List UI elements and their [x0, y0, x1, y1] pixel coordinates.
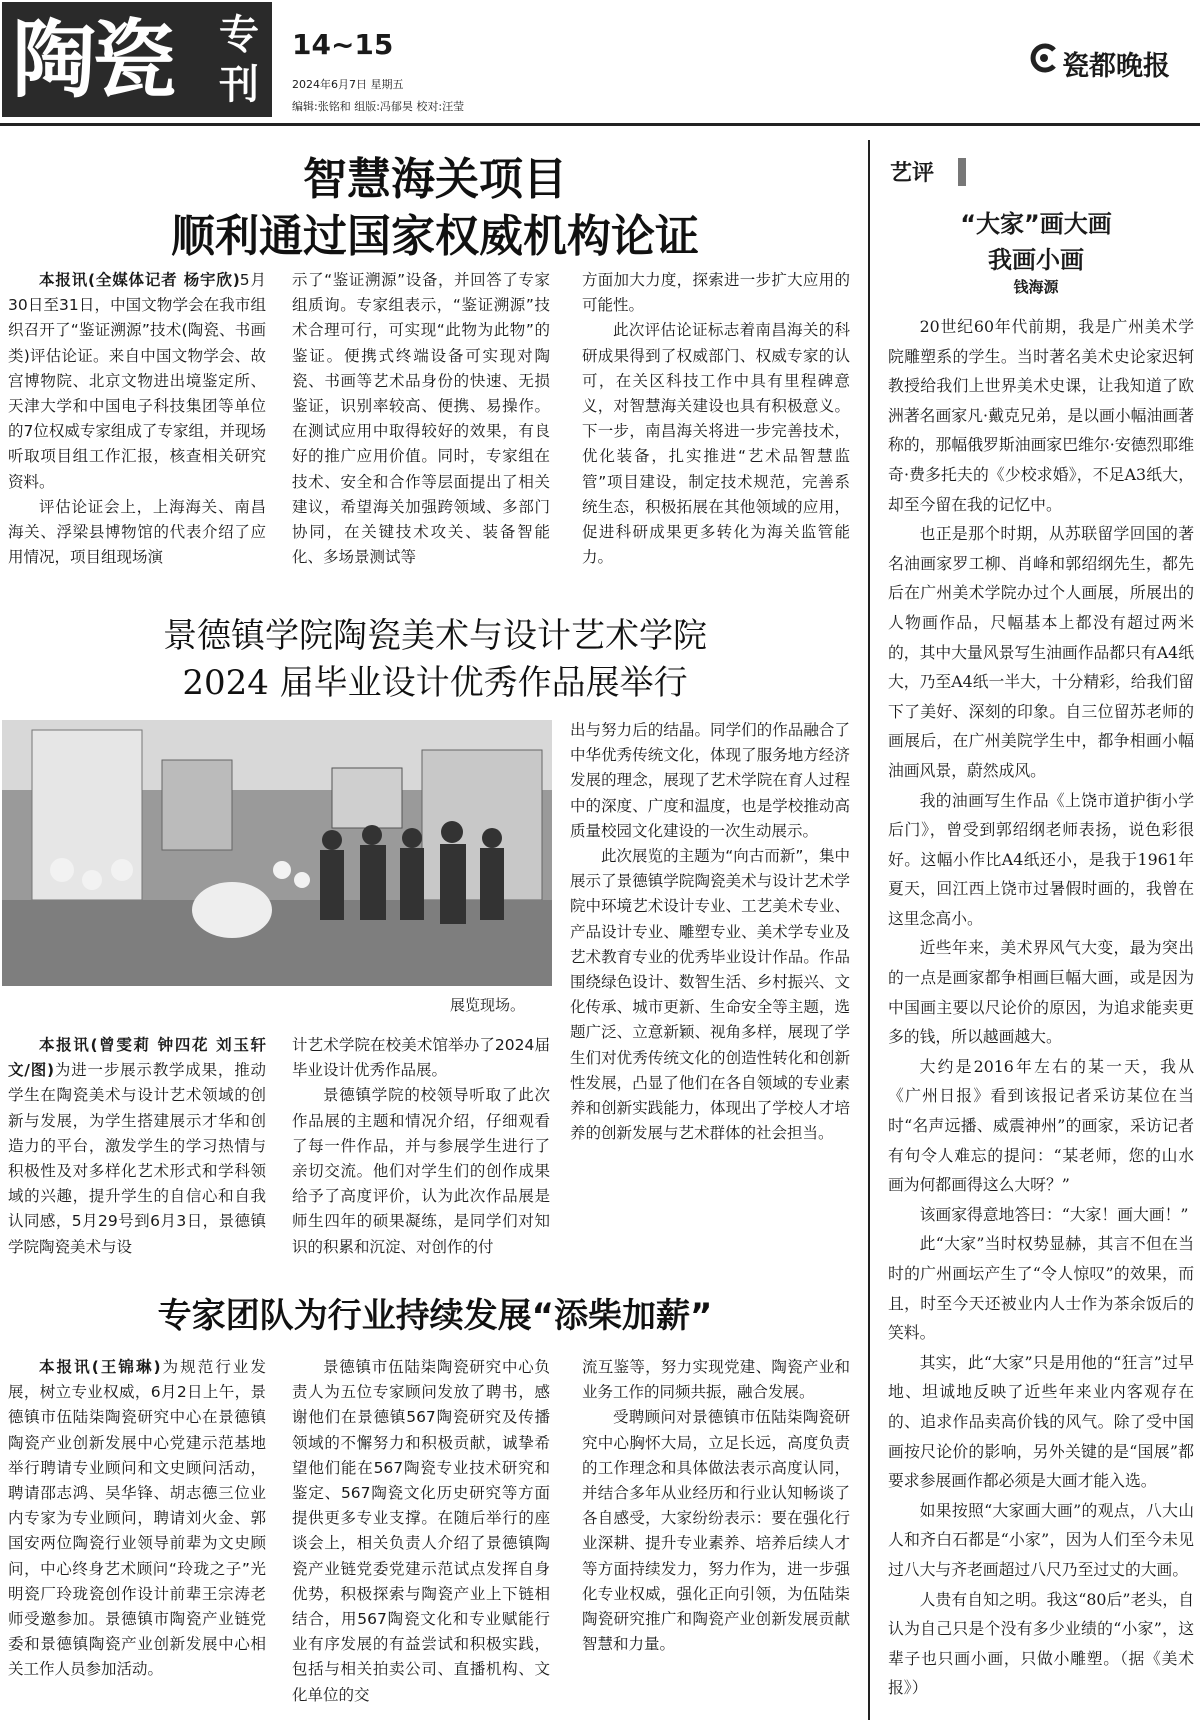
masthead-logo	[2, 2, 272, 117]
photo-caption: 展览现场。	[450, 996, 526, 1014]
article3-byline: 本报讯(王锦琳)	[39, 1358, 161, 1376]
article3-column-3	[582, 1355, 850, 1717]
article2-title-line2: 2024 届毕业设计优秀作品展举行	[182, 663, 688, 703]
article2-byline: 本报讯(曾雯莉 钟四花 刘玉轩 文/图)	[8, 1036, 266, 1080]
article2-text-1: 为进一步展示教学成果，推动学生在陶瓷美术与设计艺术领域的创新与发展，为学生搭建展示才华和创造力的平台，激发学生的学习热情与积极性及对多样化艺术形式和学科领域的兴趣，提升学生的自信心和自我认同感，5月29号到6月3日，景德镇学院陶瓷美术与设	[8, 1061, 266, 1256]
article1-text-3b: 此次评估论证标志着南昌海关的科研成果得到了权威部门、权威专家的认可，在关区科技工作中具有里程碑意义，对智慧海关建设也具有积极意义。下一步，南昌海关将进一步完善技术，优化装备，扎实推进“艺术品智慧监管”项目建设，制定技术规范，完善系统生态，积极拓展在其他领域的应用，促进科研成果更多转化为海关监管能力。	[582, 321, 850, 567]
article1-text-1b: 评估论证会上，上海海关、南昌海关、浮梁县博物馆的代表介绍了应用情况，项目组现场演	[8, 497, 266, 567]
article1-column-2	[292, 268, 550, 590]
article2-right-column	[570, 718, 850, 1143]
sidebar-paragraph: 此“大家”当时权势显赫，其言不但在当时的广州画坛产生了“令人惊叹”的效果，而且，时至今天还被业内人士作为茶余饭后的笑料。	[888, 1234, 1194, 1343]
article2-text-top-b: 此次展览的主题为“向古而新”，集中展示了景德镇学院陶瓷美术与设计艺术学院中环境艺术设计专业、工艺美术专业、产品设计专业、雕塑专业、美术学专业及艺术教育专业的优秀毕业设计作品。作品围绕绿色设计、数智生活、乡村振兴、文化传承、城市更新、生命安全等主题，选题广泛、立意新颖、视角多样，展现了学生们对优秀传统文化的创造性转化和创新性发展，凸显了他们在各自领域的专业素养和创新实践能力，体现出了学校人才培养的创新发展与艺术群体的社会担当。	[570, 847, 850, 1143]
sidebar-title-line1: “大家”画大画	[960, 210, 1112, 238]
article3-text-2: 景德镇市伍陆柒陶瓷研究中心负责人为五位专家顾问发放了聘书，感谢他们在景德镇567陶瓷研究及传播领域的不懈努力和积极贡献，诚挚希望他们能在567陶瓷专业技术研究和鉴定、567陶瓷文化历史研究等方面提供更多专业支撑。在随后举行的座谈会上，相关负责人介绍了景德镇陶瓷产业链党委党建示范试点发挥自身优势，积极探索与陶瓷产业上下链相结合，用567陶瓷文化和专业赋能行业有序发展的有益尝试和积极实践，包括与相关拍卖公司、直播机构、文化单位的交	[292, 1358, 550, 1704]
article3-text-1: 为规范行业发展，树立专业权威，6月2日上午，景德镇市伍陆柒陶瓷研究中心在景德镇陶瓷产业创新发展中心党建示范基地举行聘请专业顾问和文史顾问活动，聘请邵志鸿、吴华锋、胡志德三位业内专家为专业顾问，聘请刘火金、郭国安两位陶瓷行业领导前辈为文史顾问，中心终身艺术顾问“玲珑之子”光明瓷厂玲珑瓷创作设计前辈王宗涛老师受邀参加。景德镇市陶瓷产业链党委和景德镇陶瓷产业创新发展中心相关工作人员参加活动。	[8, 1358, 266, 1679]
sidebar-paragraph: 该画家得意地答曰：“大家！画大画！”	[919, 1204, 1189, 1224]
article2-text-top: 出与努力后的结晶。同学们的作品融合了中华优秀传统文化，体现了服务地方经济发展的理念，展现了艺术学院在育人过程中的深度、广度和温度，也是学校推动高质量校园文化建设的一次生动展示。	[570, 721, 850, 840]
article3-title: 专家团队为行业持续发展“添柴加薪”	[157, 1296, 713, 1336]
logo-side-text: 专刊	[219, 11, 259, 108]
sidebar-body	[888, 312, 1194, 1716]
editor-credits: 编辑:张铭和 组版:冯郁昊 校对:汪莹	[292, 100, 465, 113]
sidebar-paragraph: 近些年来，美术界风气大变，最为突出的一点是画家都争相画巨幅大画，或是因为中国画主要以尺论价的原因，为追求能卖更多的钱，所以越画越大。	[888, 938, 1194, 1047]
article3-column-1	[8, 1355, 266, 1717]
article2-column-1	[8, 1033, 266, 1273]
article2-column-3	[582, 1033, 850, 1273]
article2-text-2b: 景德镇学院的校领导听取了此次作品展的主题和情况介绍，仔细观看了每一件作品，并与参展学生进行了亲切交流。他们对学生们的创作成果给予了高度评价，认为此次作品展是师生四年的硕果凝练，是同学们对知识的积累和沉淀、对创作的付	[292, 1086, 550, 1256]
sidebar-paragraph: 其实，此“大家”只是用他的“狂言”过早地、坦诚地反映了近些年来业内客观存在的、追求作品卖高价钱的风气。除了受中国画按尺论价的影响，另外关键的是“国展”都要求参展画作都必须是大画才能入选。	[888, 1352, 1194, 1491]
article3-text-3: 流互鉴等，努力实现党建、陶瓷产业和业务工作的同频共振，融合发展。	[582, 1358, 850, 1402]
issue-date: 2024年6月7日 星期五	[292, 78, 404, 91]
article1-title-line1: 智慧海关项目	[303, 154, 567, 205]
article2-title-line1: 景德镇学院陶瓷美术与设计艺术学院	[163, 616, 707, 656]
sidebar-paragraph: 也正是那个时期，从苏联留学回国的著名油画家罗工柳、肖峰和郭绍纲先生，都先后在广州美术学院办过个人画展，所展出的人物画作品，尺幅基本上都没有超过两米的，其中大量风景写生油画作品都只有A4纸大，乃至A4纸一半大，十分精彩，给我们留下了美好、深刻的印象。自三位留苏老师的画展后，在广州美院学生中，都争相画小幅油画风景，蔚然成风。	[888, 524, 1194, 780]
page-numbers: 14~15	[292, 28, 394, 61]
logo-main-text: 陶瓷	[12, 10, 173, 109]
section-bar	[958, 158, 966, 186]
article2-text-2: 计艺术学院在校美术馆举办了2024届毕业设计优秀作品展。	[292, 1036, 550, 1080]
article1-byline: 本报讯(全媒体记者 杨宇欣)	[39, 271, 240, 289]
article1-text-2: 示了“鉴证溯源”设备，并回答了专家组质询。专家组表示，“鉴证溯源”技术合理可行，可实现“此物为此物”的鉴证。便携式终端设备可实现对陶瓷、书画等艺术品身份的快速、无损鉴证，识别率较高、便携、易操作。在测试应用中取得较好的效果，有良好的推广应用价值。同时，专家组在技术、安全和合作等层面提出了相关建议，希望海关加强跨领域、多部门协同，在关键技术攻关、装备智能化、多场景测试等	[292, 271, 550, 567]
article3-column-2	[292, 1355, 550, 1717]
article1-column-3	[582, 268, 850, 590]
section-label: 艺评	[890, 161, 935, 186]
sidebar-author: 钱海源	[1013, 278, 1059, 296]
article1-text-1: 5月30日至31日，中国文物学会在我市组织召开了“鉴证溯源”技术(陶瓷、书画类)评估论证。来自中国文物学会、故宫博物院、北京文物进出境鉴定所、天津大学和中国电子科技集团等单位的7位权威专家组成了专家组，并现场听取项目组工作汇报，核查相关研究资料。	[8, 271, 266, 491]
masthead-rule	[0, 123, 1200, 126]
sidebar-paragraph: 人贵有自知之明。我这“80后”老头，自认为自己只是个没有多少业绩的“小家”，这辈子也只画小画，只做小雕塑。（据《美术报》）	[888, 1589, 1194, 1698]
article2-column-2	[292, 1033, 550, 1273]
sidebar-title-line2: 我画小画	[988, 246, 1084, 274]
sidebar-paragraph: 我的油画写生作品《上饶市道护街小学后门》，曾受到郭绍纲老师表扬，说色彩很好。这幅小作比A4纸还小，是我于1961年夏天，回江西上饶市过暑假时画的，我曾在这里念高小。	[888, 790, 1194, 928]
column-divider	[868, 140, 870, 1720]
sidebar-paragraph: 如果按照“大家画大画”的观点，八大山人和齐白石都是“小家”，因为人们至今未见过八大与齐老画超过八尺乃至过丈的大画。	[888, 1500, 1194, 1579]
exhibition-photo	[2, 720, 552, 986]
article1-title-line2: 顺利通过国家权威机构论证	[171, 211, 699, 262]
article1-text-3: 方面加大力度，探索进一步扩大应用的可能性。	[582, 271, 850, 315]
sidebar-paragraph: 大约是2016年左右的某一天，我从《广州日报》看到该报记者采访某位在当时“名声远播、威震神州”的画家，采访记者有句令人难忘的提问：“某老师，您的山水画为何都画得这么大呀？”	[888, 1056, 1194, 1195]
newspaper-logo-icon	[1028, 42, 1060, 74]
newspaper-name: 瓷都晚报	[1062, 51, 1170, 82]
article3-text-3b: 受聘顾问对景德镇市伍陆柒陶瓷研究中心胸怀大局，立足长远，高度负责的工作理念和具体做法表示高度认同，并结合多年从业经历和行业认知畅谈了各自感受，大家纷纷表示：要在强化行业深耕、提升专业素养、培养后续人才等方面持续发力，努力作为，进一步强化专业权威，强化正向引领，为伍陆柒陶瓷研究推广和陶瓷产业创新发展贡献智慧和力量。	[582, 1408, 850, 1654]
article1-column-1	[8, 268, 266, 590]
sidebar-paragraph: 20世纪60年代前期，我是广州美术学院雕塑系的学生。当时著名美术史论家迟轲教授给我们上世界美术史课，让我知道了欧洲著名画家凡·戴克兄弟，是以画小幅油画著称的，那幅俄罗斯油画家巴维尔·安德烈耶维奇·费多托夫的《少校求婚》，不足A3纸大，却至今留在我的记忆中。	[888, 317, 1194, 514]
